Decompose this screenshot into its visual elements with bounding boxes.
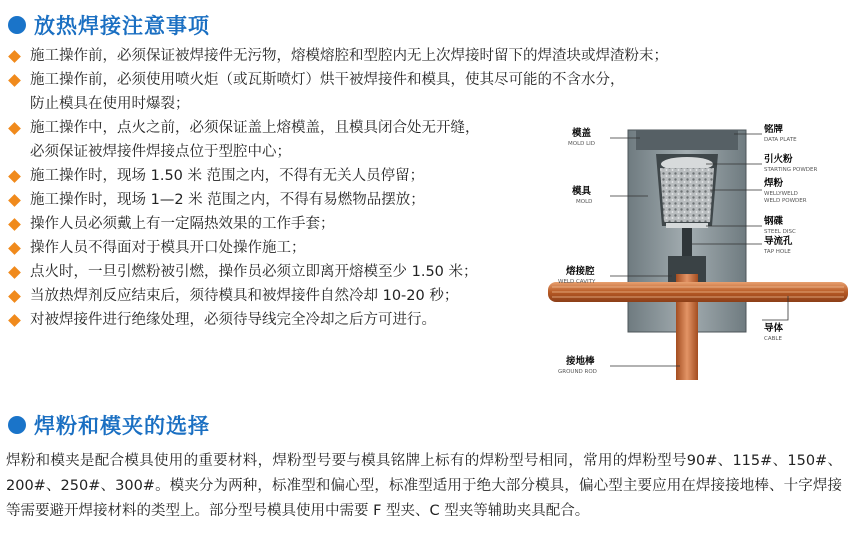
label-ground-rod: 接地棒 xyxy=(566,356,595,367)
label-weld-powder-en2: WELD POWDER xyxy=(764,198,807,204)
label-cable-en: CABLE xyxy=(764,336,782,342)
diamond-bullet-icon xyxy=(8,218,21,231)
list-item-text: 当放热焊剂反应结束后，须待模具和被焊接件自然冷却 10-20 秒； xyxy=(30,288,459,304)
list-item xyxy=(6,44,668,68)
list-item-text: 操作人员不得面对于模具开口处操作施工； xyxy=(30,240,306,256)
label-weld-cavity-en: WELD CAVITY xyxy=(558,279,596,285)
diamond-bullet-icon xyxy=(8,50,21,63)
list-item-text: 施工操作时，现场 1.50 米 范围之内，不得有无关人员停留； xyxy=(30,168,425,184)
label-mold-lid-en: MOLD LID xyxy=(568,141,596,147)
label-weld-powder-en1: WELLYWELD xyxy=(764,191,798,197)
diamond-bullet-icon xyxy=(8,122,21,135)
bullet-circle-icon xyxy=(8,16,26,34)
section-heading-precautions xyxy=(8,10,210,40)
label-steel-disc: 钢碟 xyxy=(764,216,784,227)
label-data-plate: 铭牌 xyxy=(764,124,784,135)
label-tap-hole: 导流孔 xyxy=(764,236,793,247)
label-steel-disc-en: STEEL DISC xyxy=(764,229,796,235)
label-weld-cavity: 熔接腔 xyxy=(566,266,595,277)
list-item-text: 施工操作中，点火之前，必须保证盖上熔模盖，且模具闭合处无开缝， 必须保证被焊接件焊接点位于型腔中心； xyxy=(30,120,480,160)
list-item-text: 施工操作前，必须使用喷火炬（或瓦斯喷灯）烘干被焊接件和模具，使其尽可能的不含水分， 防止模具在使用时爆裂； xyxy=(30,72,625,112)
steel-disc xyxy=(666,223,708,228)
diamond-bullet-icon xyxy=(8,266,21,279)
label-ground-rod-en: GROUND ROD xyxy=(558,369,597,375)
list-item-text: 对被焊接件进行绝缘处理，必须待导线完全冷却之后方可进行。 xyxy=(30,312,436,328)
label-weld-powder: 焊粉 xyxy=(764,178,784,189)
label-data-plate-en: DATA PLATE xyxy=(764,137,797,143)
powder-clamp-paragraph: 焊粉和模夹是配合模具使用的重要材料，焊粉型号要与模具铭牌上标有的焊粉型号相同，常用的焊粉型号90#、115#、150#、200#、250#、300#。模夹分为两种，标准型和偏心型，标准型适用于绝大部分模具，偏心型主要应用在焊接接地棒、十字焊接等需要避开焊接材料的类型上。部分型号模具使用中需要 F 型夹、C 型夹等辅助夹具配合。 xyxy=(6,453,842,519)
diamond-bullet-icon xyxy=(8,170,21,183)
tap-hole xyxy=(682,228,692,256)
list-item-text: 施工操作前，必须保证被焊接件无污物，熔模熔腔和型腔内无上次焊接时留下的焊渣块或焊渣粉末； xyxy=(30,48,668,64)
diamond-bullet-icon xyxy=(8,314,21,327)
label-mold: 模具 xyxy=(572,186,592,197)
exothermic-weld-mold-diagram xyxy=(548,124,848,384)
section-title: 焊粉和模夹的选择 xyxy=(34,414,210,438)
diamond-bullet-icon xyxy=(8,242,21,255)
mold-lid xyxy=(636,130,738,150)
label-starting-powder: 引火粉 xyxy=(764,154,793,165)
list-item-text: 施工操作时，现场 1—2 米 范围之内，不得有易燃物品摆放； xyxy=(30,192,425,208)
weld-powder xyxy=(660,168,714,222)
section-heading-powder-clamp xyxy=(8,410,210,440)
diamond-bullet-icon xyxy=(8,194,21,207)
label-tap-hole-en: TAP HOLE xyxy=(764,249,791,255)
label-starting-powder-en: STARTING POWDER xyxy=(764,167,818,173)
list-item-text: 操作人员必须戴上有一定隔热效果的工作手套； xyxy=(30,216,335,232)
diamond-bullet-icon xyxy=(8,290,21,303)
list-item-text: 点火时，一旦引燃粉被引燃，操作员必须立即离开熔模至少 1.50 米； xyxy=(30,264,478,280)
list-item xyxy=(6,68,668,116)
bullet-circle-icon xyxy=(8,416,26,434)
label-cable: 导体 xyxy=(764,323,784,334)
section-title: 放热焊接注意事项 xyxy=(34,14,210,38)
label-mold-en: MOLD xyxy=(576,199,593,205)
diamond-bullet-icon xyxy=(8,74,21,87)
label-mold-lid: 模盖 xyxy=(572,128,592,139)
